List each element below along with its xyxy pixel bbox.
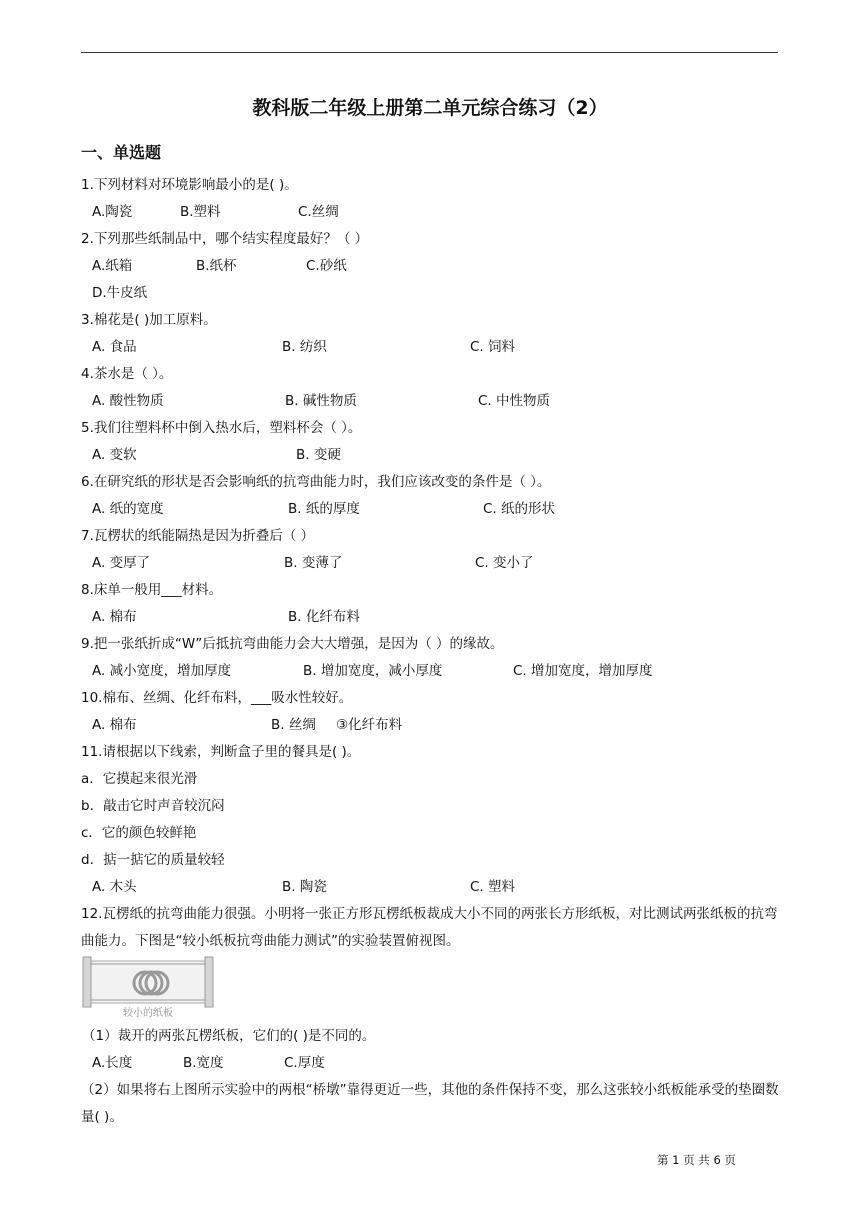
question-12-sub1-option-a: A.长度 (92, 1055, 133, 1071)
question-2-option-c: C.砂纸 (306, 258, 347, 274)
paper-board (91, 961, 207, 1003)
question-11-clue-c: c．它的颜色较鲜艳 (81, 825, 197, 841)
question-5-option-a: A. 变软 (92, 447, 137, 463)
question-5-stem: 5.我们往塑料杯中倒入热水后，塑料杯会（ ）。 (81, 420, 362, 436)
question-12-sub1-option-c: C.厚度 (284, 1055, 325, 1071)
question-7-option-c: C. 变小了 (475, 555, 534, 571)
question-11-clue-b: b．敲击它时声音较沉闷 (81, 798, 225, 814)
question-1-option-c: C.丝绸 (298, 204, 339, 220)
question-7-stem: 7.瓦楞状的纸能隔热是因为折叠后（ ） (81, 528, 315, 544)
question-10-option-b: B. 丝绸 (271, 717, 316, 733)
question-12-sub1-option-b: B.宽度 (183, 1055, 224, 1071)
question-4-stem: 4.茶水是（ ）。 (81, 366, 173, 382)
figure-caption: 较小的纸板 (123, 1008, 173, 1019)
question-3-option-b: B. 纺织 (282, 339, 327, 355)
question-12-sub2: （2）如果将右上图所示实验中的两根“桥墩”靠得更近一些，其他的条件保持不变，那么这张较小纸板能承受的垫圈数量( )。 (81, 1082, 779, 1125)
question-11-clue-a: a．它摸起来很光滑 (81, 771, 198, 787)
question-9-option-b: B. 增加宽度，减小厚度 (303, 663, 443, 679)
question-10-option-a: A. 棉布 (92, 717, 137, 733)
question-12-sub1: （1）裁开的两张瓦楞纸板，它们的( )是不同的。 (82, 1028, 376, 1044)
question-1-option-b: B.塑料 (180, 204, 221, 220)
question-6-stem: 6.在研究纸的形状是否会影响纸的抗弯曲能力时，我们应该改变的条件是（ ）。 (81, 474, 551, 490)
question-11-option-a: A. 木头 (92, 879, 137, 895)
question-3-option-c: C. 饲料 (470, 339, 516, 355)
question-6-option-b: B. 纸的厚度 (288, 501, 360, 517)
question-7-option-a: A. 变厚了 (92, 555, 151, 571)
question-3-stem: 3.棉花是( )加工原料。 (81, 312, 217, 328)
question-11-clue-d: d．掂一掂它的质量较轻 (81, 852, 225, 868)
page-title: 教科版二年级上册第二单元综合练习（2） (252, 97, 608, 119)
question-6-option-a: A. 纸的宽度 (92, 501, 164, 517)
header-rule (81, 52, 778, 53)
question-8-option-b: B. 化纤布料 (288, 609, 360, 625)
question-10-stem: 10.棉布、丝绸、化纤布料，___吸水性较好。 (81, 690, 353, 706)
question-9-stem: 9.把一张纸折成“W”后抵抗弯曲能力会大大增强，是因为（ ）的缘故。 (81, 636, 504, 652)
page-number: 第 1 页 共 6 页 (657, 1153, 736, 1167)
question-7-option-b: B. 变薄了 (284, 555, 343, 571)
question-11-option-b: B. 陶瓷 (282, 879, 327, 895)
question-5-option-b: B. 变硬 (296, 447, 341, 463)
question-9-option-a: A. 减小宽度，增加厚度 (92, 663, 232, 679)
question-8-stem: 8.床单一般用___材料。 (81, 582, 223, 598)
question-6-option-c: C. 纸的形状 (483, 501, 556, 517)
question-2-option-a: A.纸箱 (92, 258, 133, 274)
question-11-stem: 11.请根据以下线索，判断盒子里的餐具是( )。 (81, 744, 361, 760)
right-bridge-pier (205, 957, 213, 1007)
question-12-stem: 12.瓦楞纸的抗弯曲能力很强。小明将一张正方形瓦楞纸板裁成大小不同的两张长方形纸板，对比测试两张纸板的抗弯曲能力。下图是“较小纸板抗弯曲能力测试”的实验装置俯视图。 (81, 906, 778, 949)
question-2-option-b: B.纸杯 (196, 258, 237, 274)
question-10-option-c: ③化纤布料 (336, 717, 403, 733)
section-heading: 一、单选题 (81, 143, 162, 162)
question-1-option-a: A.陶瓷 (92, 204, 133, 220)
question-8-option-a: A. 棉布 (92, 609, 137, 625)
question-4-option-b: B. 碱性物质 (285, 393, 357, 409)
experiment-figure (82, 955, 214, 1019)
question-11-option-c: C. 塑料 (470, 879, 516, 895)
question-9-option-c: C. 增加宽度，增加厚度 (513, 663, 653, 679)
question-4-option-c: C. 中性物质 (478, 393, 551, 409)
left-bridge-pier (83, 957, 91, 1007)
question-2-stem: 2.下列那些纸制品中，哪个结实程度最好？（ ） (81, 231, 369, 247)
question-2-option-d: D.牛皮纸 (92, 285, 148, 301)
question-3-option-a: A. 食品 (92, 339, 137, 355)
bridge-test-diagram (82, 955, 214, 1019)
question-4-option-a: A. 酸性物质 (92, 393, 164, 409)
question-1-stem: 1.下列材料对环境影响最小的是( )。 (81, 177, 298, 193)
